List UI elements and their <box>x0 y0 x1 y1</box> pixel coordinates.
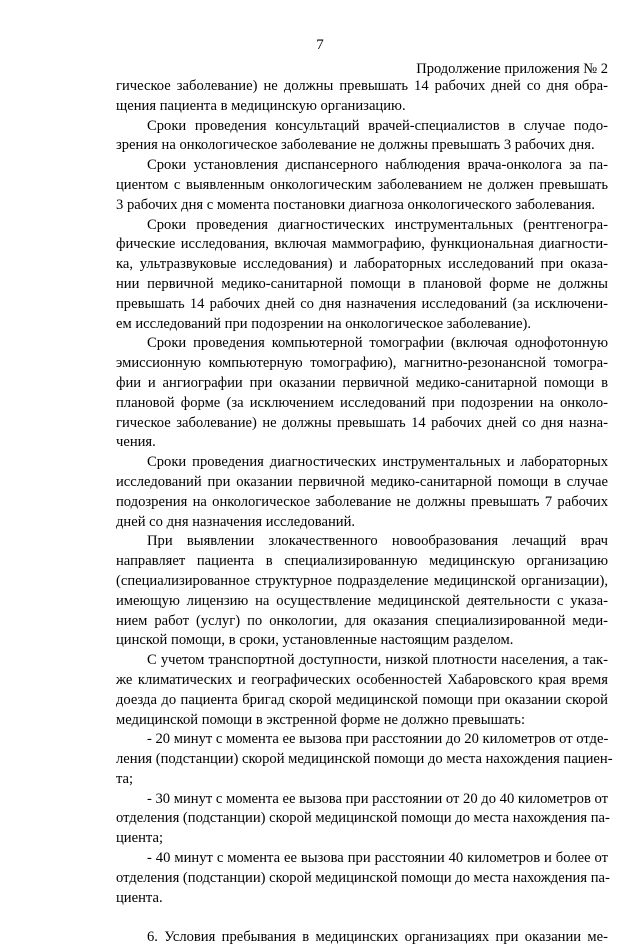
text-line: эмиссионную компьютерную томографию), магнитно-резонансной томогра- <box>116 355 608 372</box>
text-line: циентом с выявленным онкологическим заболеванием не должен превышать <box>116 176 608 193</box>
text-line: (специализированное структурное подразделение медицинской организации), <box>116 572 608 589</box>
list-item-line: отделения (подстанции) скорой медицинской помощи до места нахождения па- <box>116 869 610 886</box>
list-item-line: ления (подстанции) скорой медицинской помощи до места нахождения пациен- <box>116 751 613 768</box>
text-line: Сроки проведения диагностических инструментальных и лабораторных <box>147 454 608 471</box>
text-line: плановой форме (за исключением исследований при подозрении на онколо- <box>116 394 608 411</box>
text-line: имеющую лицензию на осуществление медицинской деятельности с указа- <box>116 592 608 609</box>
text-line: чения. <box>116 434 156 451</box>
text-line: Сроки проведения консультаций врачей-специалистов в случае подо- <box>147 117 608 134</box>
text-line: фические исследования, включая маммографию, функциональная диагности- <box>116 236 608 253</box>
text-line: цинской помощи, в сроки, установленные настоящим разделом. <box>116 632 514 649</box>
text-line: фии и ангиографии при оказании первичной медико-санитарной помощи в <box>116 374 608 391</box>
text-line: подозрения на онкологическое заболевание не должны превышать 7 рабочих <box>116 493 608 510</box>
appendix-continuation-note: Продолжение приложения № 2 <box>416 61 608 77</box>
document-body <box>116 77 613 948</box>
text-line: гическое заболевание) не должны превышать 14 рабочих дней со дня обра- <box>116 78 608 94</box>
text-line: нием работ (услуг) по онкологии, для оказания специализированной меди- <box>116 612 608 629</box>
text-line: Сроки проведения компьютерной томографии (включая однофотонную <box>147 335 608 352</box>
text-line: ем исследований при подозрении на онкологическое заболевание). <box>116 315 532 332</box>
text-line: направляет пациента в специализированную медицинскую организацию <box>116 553 608 570</box>
text-line: превышать 14 рабочих дней со дня назначения исследований (за исключени- <box>116 295 608 312</box>
text-line: Сроки установления диспансерного наблюдения врача-онколога за па- <box>147 157 608 174</box>
section-heading-line: 6. Условия пребывания в медицинских организациях при оказании ме- <box>147 929 608 946</box>
list-item-line: - 40 минут с момента ее вызова при расстоянии 40 километров и более от <box>147 850 608 867</box>
text-line: медицинской помощи в экстренной форме не должно превышать: <box>116 711 526 728</box>
list-item-line: циента. <box>116 889 163 906</box>
text-line: Сроки проведения диагностических инструментальных (рентгеногра- <box>147 216 608 233</box>
text-line: С учетом транспортной доступности, низкой плотности населения, а так- <box>147 652 608 669</box>
text-line: нии первичной медико-санитарной помощи в плановой форме не должны <box>116 275 608 292</box>
text-line: исследований при оказании первичной медико-санитарной помощи в случае <box>116 473 608 490</box>
text-line: 3 рабочих дня с момента постановки диагноза онкологического заболевания. <box>116 196 596 213</box>
text-line: При выявлении злокачественного новообразования лечащий врач <box>147 533 608 550</box>
section-gap <box>116 908 608 928</box>
list-item-line: - 30 минут с момента ее вызова при расстоянии от 20 до 40 километров от <box>147 790 608 807</box>
list-item-line: - 20 минут с момента ее вызова при расстоянии до 20 километров от отде- <box>147 731 609 748</box>
text-line: зрения на онкологическое заболевание не должны превышать 3 рабочих дня. <box>116 137 595 154</box>
text-line: щения пациента в медицинскую организацию. <box>116 97 406 114</box>
list-item-line: отделения (подстанции) скорой медицинской помощи до места нахождения па- <box>116 810 610 827</box>
text-line: же климатических и географических особенностей Хабаровского края время <box>116 671 608 688</box>
text-line: доезда до пациента бригад скорой медицинской помощи при оказании скорой <box>116 691 608 708</box>
text-line: гическое заболевание) не должны превышать 14 рабочих дней со дня назна- <box>116 414 608 431</box>
list-item-line: циента; <box>116 830 163 847</box>
page-number: 7 <box>316 37 324 53</box>
text-line: ка, ультразвуковые исследования) и лабораторных исследований при оказа- <box>116 256 608 273</box>
text-line: дней со дня назначения исследований. <box>116 513 356 530</box>
list-item-line: та; <box>116 770 134 787</box>
